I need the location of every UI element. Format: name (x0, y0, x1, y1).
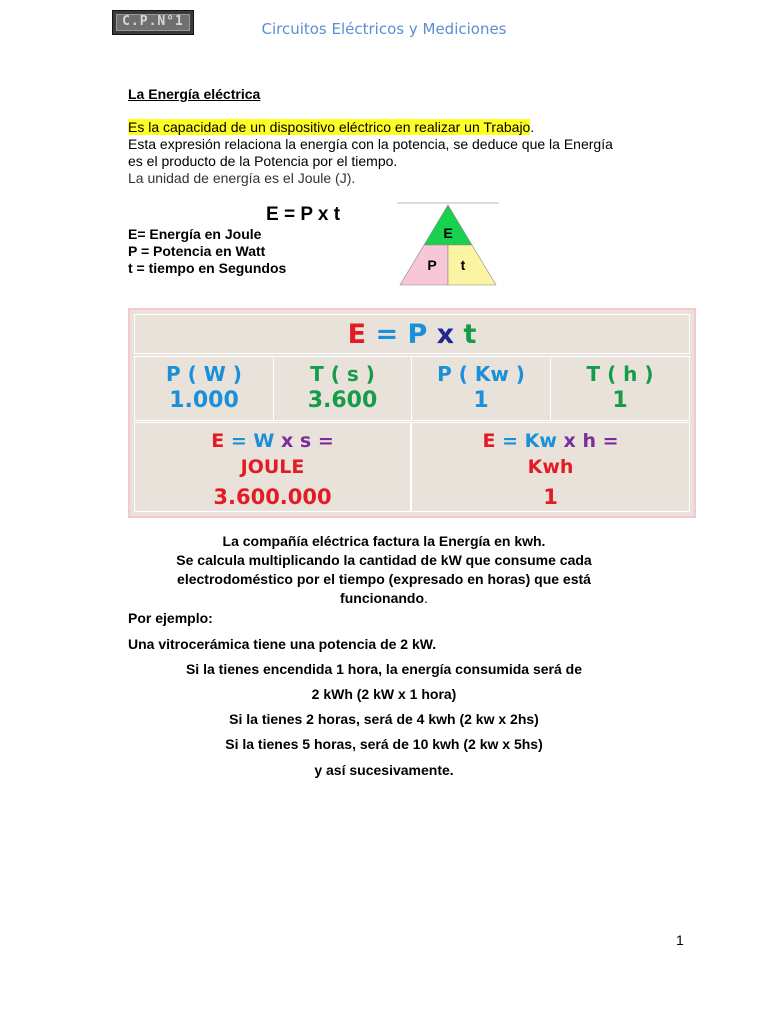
logo-text: C.P.N°1 (122, 14, 184, 29)
power-watt-value: 1.000 (169, 388, 239, 413)
billing-note-line-4-tail: . (424, 590, 428, 606)
example-line-4: Si la tienes 2 horas, será de 4 kwh (2 kw x 2hs) (229, 711, 539, 727)
power-kw-value: 1 (473, 388, 489, 413)
formula-x: x (436, 319, 455, 350)
billing-note-line-2: Se calcula multiplicando la cantidad de kW que consume cada (176, 552, 592, 568)
table-power-watt (134, 356, 274, 421)
table-joule (134, 422, 411, 512)
example-line-6: y así sucesivamente. (314, 762, 454, 778)
joule-equals-2: = (317, 430, 334, 452)
highlight-tail: . (530, 119, 535, 135)
time-seconds-header: T ( s ) (310, 362, 375, 386)
kwh-h: h (582, 430, 596, 452)
power-kw-header: P ( Kw ) (437, 362, 525, 386)
triangle-energy-label: E (443, 225, 453, 241)
triangle-power-section (400, 245, 448, 285)
time-hours-value: 1 (612, 388, 628, 413)
joule-e: E (211, 430, 225, 452)
joule-equals: = (230, 430, 247, 452)
formula-triangle (397, 202, 499, 288)
joule-unit: JOULE (240, 456, 305, 478)
joule-w: W (253, 430, 275, 452)
kwh-x: x (563, 430, 576, 452)
triangle-time-label: t (460, 257, 466, 273)
time-hours-header: T ( h ) (586, 362, 654, 386)
page-number: 1 (676, 932, 684, 948)
joule-x: x (281, 430, 294, 452)
definition-time: t = tiempo en Segundos (128, 260, 287, 276)
header-title: Circuitos Eléctricos y Mediciones (261, 20, 507, 38)
example-line-3: 2 kWh (2 kW x 1 hora) (311, 686, 457, 702)
kwh-equals-2: = (602, 430, 619, 452)
table-power-kw (411, 356, 551, 421)
table-kwh (411, 422, 690, 512)
energy-units-table (128, 308, 696, 518)
example-line-5: Si la tienes 5 horas, será de 10 kwh (2 kw x 5hs) (225, 736, 543, 752)
billing-note-line-4 (0, 590, 768, 606)
kwh-equals: = (502, 430, 519, 452)
kwh-unit: Kwh (527, 456, 574, 478)
billing-note-line-4-text: funcionando (340, 590, 425, 606)
highlight-text: Es la capacidad de un dispositivo eléctrico en realizar un Trabajo (128, 119, 531, 135)
triangle-time-section (448, 245, 496, 285)
definition-energy: E= Energía en Joule (128, 226, 262, 242)
kwh-value: 1 (543, 485, 558, 509)
power-watt-header: P ( W ) (166, 362, 242, 386)
definition-highlight (128, 119, 534, 136)
formula-equals: = (375, 319, 399, 350)
energy-formula: E = P x t (266, 204, 341, 225)
example-line-2: Si la tienes encendida 1 hora, la energía consumida será de (185, 661, 583, 677)
joule-value: 3.600.000 (213, 485, 332, 509)
formula-e: E (347, 319, 367, 350)
formula-p: P (407, 319, 428, 350)
table-time-hours (550, 356, 690, 421)
kwh-kw: Kw (524, 430, 557, 452)
billing-note-line-3: electrodoméstico por el tiempo (expresado en horas) que está (177, 571, 591, 587)
formula-t: t (463, 319, 477, 350)
joule-s: s (299, 430, 312, 452)
description-line-1: Esta expresión relaciona la energía con la potencia, se deduce que la Energía (128, 136, 613, 152)
kwh-e: E (482, 430, 496, 452)
kwh-formula (412, 429, 689, 453)
section-title: La Energía eléctrica (128, 86, 261, 102)
example-label: Por ejemplo: (128, 610, 213, 626)
table-formula (134, 314, 690, 354)
time-seconds-value: 3.600 (307, 388, 378, 413)
unit-line: La unidad de energía es el Joule (J). (128, 170, 356, 186)
billing-note-line-1: La compañía eléctrica factura la Energía en kwh. (222, 533, 546, 549)
description-line-2: es el producto de la Potencia por el tiempo. (128, 153, 398, 169)
triangle-power-label: P (427, 257, 437, 273)
example-line-1: Una vitrocerámica tiene una potencia de 2 kW. (128, 636, 437, 652)
table-time-seconds (273, 356, 412, 421)
definition-power: P = Potencia en Watt (128, 243, 266, 259)
joule-formula (135, 429, 410, 453)
